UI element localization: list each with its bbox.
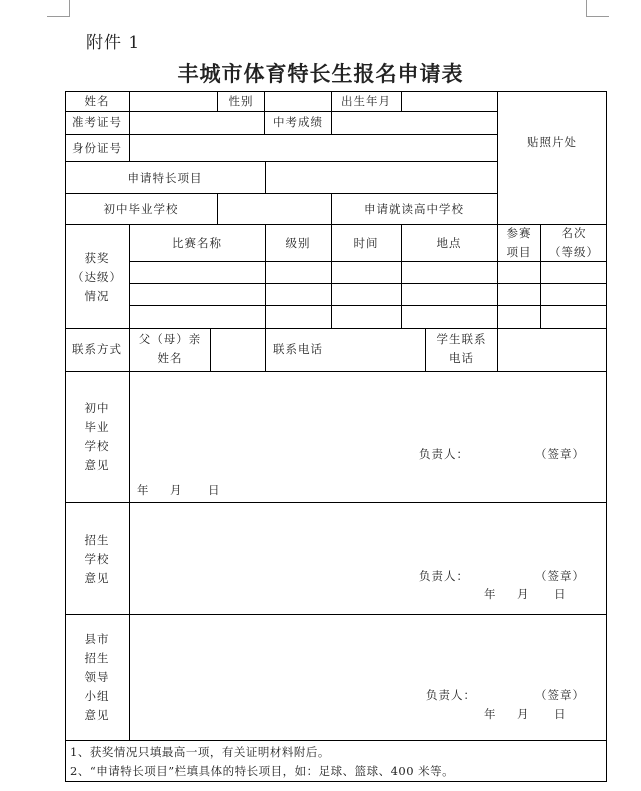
label-admission-school-opinion: 招生 学校 意见 — [84, 533, 110, 585]
senior-school-field[interactable] — [498, 194, 606, 224]
opinion3-sign: （签章） — [535, 688, 585, 702]
award-col-rank: 名次 （等级） — [549, 226, 599, 259]
label-phone: 联系电话 — [273, 342, 323, 356]
label-name: 姓名 — [84, 94, 110, 108]
id-no-field[interactable] — [130, 135, 497, 161]
label-junior-school-opinion: 初中 毕业 学校 意见 — [84, 401, 110, 472]
label-parent-name: 父（母）亲 姓名 — [138, 332, 202, 365]
label-id-no: 身份证号 — [72, 141, 122, 155]
label-contact: 联系方式 — [72, 342, 122, 356]
opinion2-year: 年 — [484, 587, 497, 601]
gender-field[interactable] — [265, 92, 331, 111]
label-awards: 获奖 （达级） 情况 — [72, 251, 122, 303]
label-junior-school: 初中毕业学校 — [103, 202, 179, 216]
attachment-label: 附件 1 — [86, 33, 141, 53]
opinion2-day: 日 — [554, 587, 567, 601]
exam-score-field[interactable] — [332, 112, 497, 134]
phone-field[interactable] — [332, 329, 425, 371]
note-1: 1、获奖情况只填最高一项，有关证明材料附后。 — [70, 745, 330, 759]
opinion1-year: 年 — [137, 483, 150, 497]
note-2: 2、“申请特长项目”栏填具体的特长项目，如：足球、篮球、400 米等。 — [70, 764, 455, 778]
opinion3-year: 年 — [484, 707, 497, 721]
opinion3-signer: 负责人： — [426, 688, 476, 702]
label-student-phone: 学生联系 电话 — [436, 332, 487, 365]
opinion1-sign: （签章） — [535, 447, 585, 461]
label-exam-no: 准考证号 — [72, 115, 122, 129]
award-col-place: 地点 — [436, 236, 462, 250]
award-col-competition: 比赛名称 — [172, 236, 222, 250]
opinion3-month: 月 — [517, 707, 530, 721]
application-form-table — [65, 91, 607, 782]
label-birth: 出生年月 — [341, 94, 391, 108]
page-corner-mark-right — [586, 0, 609, 17]
junior-school-field[interactable] — [218, 194, 331, 224]
parent-name-field[interactable] — [211, 329, 265, 371]
label-photo-area: 贴照片处 — [527, 135, 577, 149]
opinion2-signer: 负责人： — [419, 569, 469, 583]
award-col-time: 时间 — [353, 236, 379, 250]
specialty-field[interactable] — [266, 162, 497, 193]
opinion1-signer: 负责人： — [419, 447, 469, 461]
label-specialty: 申请特长项目 — [127, 171, 203, 185]
label-exam-score: 中考成绩 — [273, 115, 323, 129]
opinion2-month: 月 — [517, 587, 530, 601]
birth-field[interactable] — [402, 92, 497, 111]
award-col-level: 级别 — [285, 236, 311, 250]
name-field[interactable] — [130, 92, 217, 111]
junior-school-opinion-area[interactable] — [130, 372, 606, 502]
opinion3-day: 日 — [554, 707, 567, 721]
form-title: 丰城市体育特长生报名申请表 — [177, 62, 464, 86]
opinion1-day: 日 — [208, 483, 221, 497]
county-group-opinion-area[interactable] — [130, 615, 606, 740]
label-senior-school: 申请就读高中学校 — [364, 202, 464, 216]
admission-school-opinion-area[interactable] — [130, 503, 606, 614]
page-corner-mark-left — [47, 0, 70, 17]
label-gender: 性别 — [228, 94, 254, 108]
award-col-event: 参赛 项目 — [506, 226, 532, 259]
opinion1-month: 月 — [170, 483, 183, 497]
exam-no-field[interactable] — [130, 112, 264, 134]
label-county-group-opinion: 县市 招生 领导 小组 意见 — [84, 632, 110, 722]
student-phone-field[interactable] — [498, 329, 606, 371]
opinion2-sign: （签章） — [535, 569, 585, 583]
